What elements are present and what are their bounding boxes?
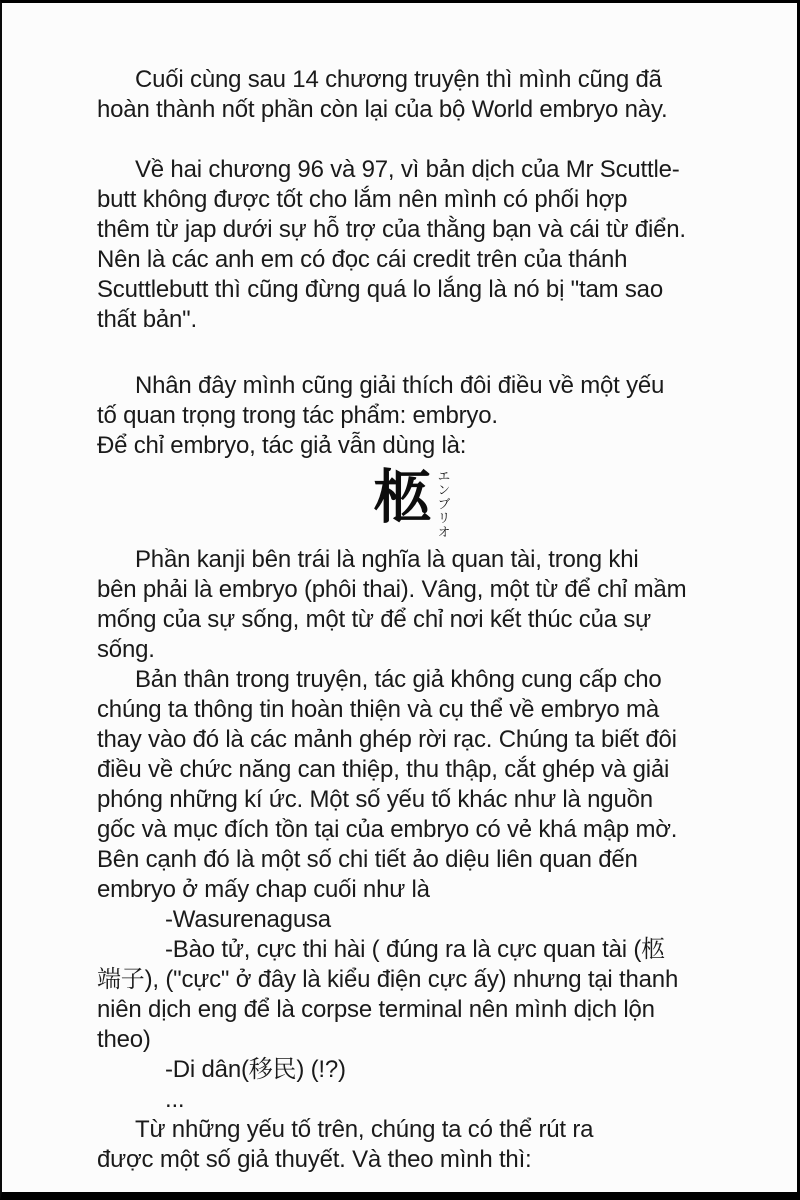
text-line: Bản thân trong truyện, tác giả không cung cấp cho: [135, 666, 662, 693]
kanji-furigana-label: エンブリオ: [435, 469, 451, 539]
text-line: -Di dân(移民) (!?): [165, 1056, 346, 1083]
document-body: [2, 3, 797, 1175]
text-line: niên dịch eng để là corpse terminal nên mình dịch lộn: [97, 996, 655, 1023]
text-line: Từ những yếu tố trên, chúng ta có thể rút ra: [135, 1116, 594, 1143]
kanji-figure: [97, 461, 727, 545]
text-line: ...: [165, 1086, 185, 1113]
text-line: sống.: [97, 636, 155, 663]
text-line: Scuttlebutt thì cũng đừng quá lo lắng là nó bị "tam sao: [97, 276, 663, 303]
text-line: phóng những kí ức. Một số yếu tố khác như là nguồn: [97, 786, 653, 813]
text-line: Cuối cùng sau 14 chương truyện thì mình cũng đã: [135, 66, 662, 93]
text-line: -Wasurenagusa: [165, 906, 331, 933]
text-line: 端子), ("cực" ở đây là kiểu điện cực ấy) nhưng tại thanh: [97, 966, 679, 993]
text-line: bên phải là embryo (phôi thai). Vâng, một từ để chỉ mầm: [97, 576, 687, 603]
text-line: Nhân đây mình cũng giải thích đôi điều về một yếu: [135, 372, 665, 399]
text-line: gốc và mục đích tồn tại của embryo có vẻ khá mập mờ.: [97, 816, 678, 843]
paragraph-spacer: [97, 125, 727, 155]
text-line: butt không được tốt cho lắm nên mình có phối hợp: [97, 186, 628, 213]
text-line: được một số giả thuyết. Và theo mình thì:: [97, 1146, 532, 1173]
text-line: chúng ta thông tin hoàn thiện và cụ thể về embryo mà: [97, 696, 659, 723]
text-line: thay vào đó là các mảnh ghép rời rạc. Chúng ta biết đôi: [97, 726, 677, 753]
paragraph-spacer: [97, 335, 727, 371]
text-line: Bên cạnh đó là một số chi tiết ảo diệu liên quan đến: [97, 846, 638, 873]
text-line: embryo ở mấy chap cuối như là: [97, 876, 430, 903]
text-line: thêm từ jap dưới sự hỗ trợ của thằng bạn và cái từ điển.: [97, 216, 686, 243]
text-line: Nên là các anh em có đọc cái credit trên của thánh: [97, 246, 628, 273]
text-line: thất bản".: [97, 306, 197, 333]
text-line: tố quan trọng trong tác phẩm: embryo.: [97, 402, 498, 429]
text-line: mống của sự sống, một từ để chỉ nơi kết thúc của sự: [97, 606, 651, 633]
kanji-coffin-glyph: 柩: [373, 465, 432, 530]
text-line: hoàn thành nốt phần còn lại của bộ World embryo này.: [97, 96, 668, 123]
text-line: Về hai chương 96 và 97, vì bản dịch của Mr Scuttle-: [135, 156, 680, 183]
text-line: theo): [97, 1026, 151, 1053]
text-line: Để chỉ embryo, tác giả vẫn dùng là:: [97, 432, 467, 459]
text-line: Phần kanji bên trái là nghĩa là quan tài, trong khi: [135, 546, 639, 573]
text-line: điều về chức năng can thiệp, thu thập, cắt ghép và giải: [97, 756, 670, 783]
text-line: -Bào tử, cực thi hài ( đúng ra là cực quan tài (柩: [165, 936, 665, 963]
